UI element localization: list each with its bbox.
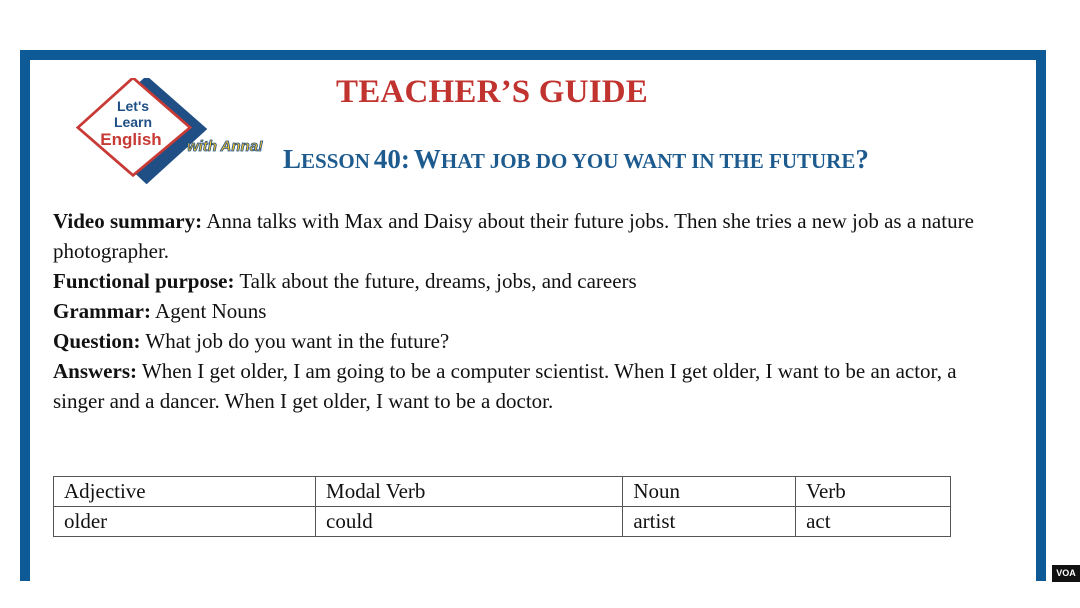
logo-tagline: with Anna! (186, 138, 264, 155)
table-header-cell: Verb (796, 477, 951, 507)
lesson-title-mark: ? (855, 144, 869, 174)
question-label: Question: (53, 329, 141, 353)
lets-learn-english-logo (76, 78, 276, 188)
lesson-prefix-rest: ESSON (301, 149, 370, 173)
table-header-cell: Modal Verb (316, 477, 623, 507)
lesson-title-rest: HAT JOB DO YOU WANT IN THE FUTURE (440, 149, 856, 173)
bottom-crop-strip (0, 581, 1080, 608)
grammar-label: Grammar: (53, 299, 151, 323)
question-text: What job do you want in the future? (140, 329, 450, 353)
table-header-row (54, 477, 951, 507)
vocabulary-table (53, 476, 951, 537)
table-cell: act (796, 507, 951, 537)
table-row (54, 507, 951, 537)
table-cell: could (316, 507, 623, 537)
table-cell: artist (623, 507, 796, 537)
grammar-text: Agent Nouns (150, 299, 267, 323)
answers-label: Answers: (53, 359, 137, 383)
page-title: TEACHER’S GUIDE (336, 74, 648, 110)
functional-purpose (53, 266, 988, 296)
logo-line-1: Let's (116, 98, 150, 114)
voa-badge: VOA (1052, 565, 1080, 582)
functional-purpose-label: Functional purpose: (53, 269, 235, 293)
logo-line-2: Learn (113, 114, 153, 130)
table-cell: older (54, 507, 316, 537)
question (53, 326, 988, 356)
logo-line-3: English (100, 130, 162, 149)
functional-purpose-text: Talk about the future, dreams, jobs, and careers (234, 269, 637, 293)
lesson-details (53, 206, 988, 416)
lesson-prefix-cap: L (283, 144, 302, 174)
table-header-cell: Adjective (54, 477, 316, 507)
lesson-heading (283, 144, 869, 175)
answers (53, 356, 988, 416)
grammar (53, 296, 988, 326)
table-header-cell: Noun (623, 477, 796, 507)
video-summary-label: Video summary: (53, 209, 203, 233)
video-summary-text: Anna talks with Max and Daisy about their future jobs. Then she tries a new job as a nature photographer. (53, 209, 974, 263)
lesson-number: 40: (373, 144, 410, 174)
video-summary (53, 206, 988, 266)
lesson-title-cap: W (413, 144, 441, 174)
answers-text: When I get older, I am going to be a computer scientist. When I get older, I want to be an actor, a singer and a dancer. When I get older, I want to be a doctor. (53, 359, 957, 413)
